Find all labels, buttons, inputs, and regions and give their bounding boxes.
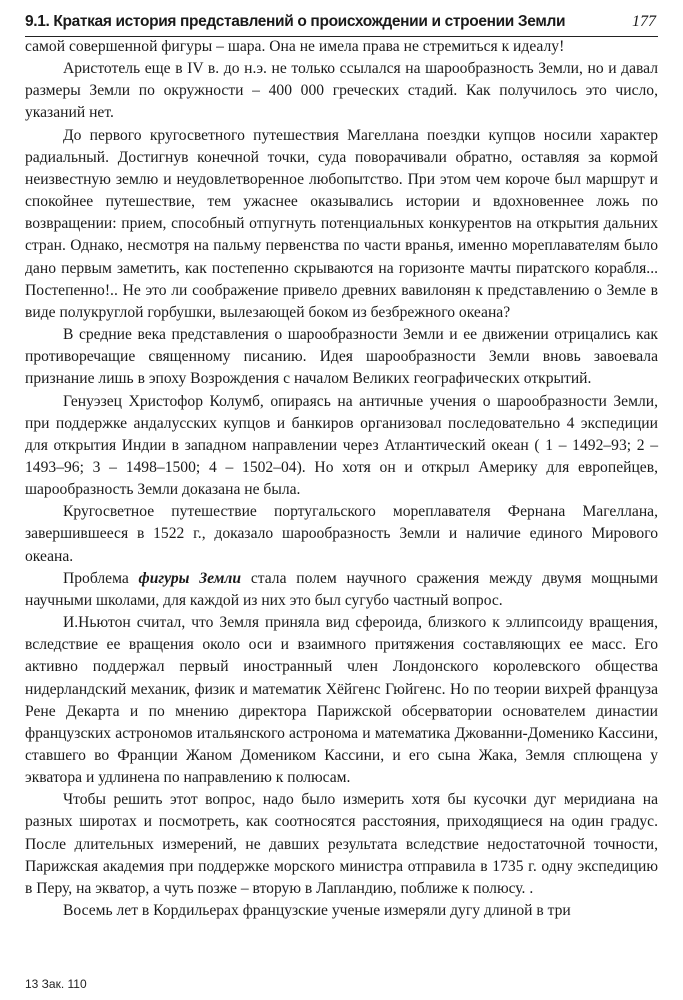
emphasized-term: фигуры Земли: [138, 569, 242, 587]
page-number: 177: [632, 13, 656, 30]
paragraph-meridian-expeditions: Чтобы решить этот вопрос, надо было измерить хотя бы кусочки дуг меридиана на разных широтах и посмотреть, как соотносятся расстояния, приходящиеся на один градус. После длительных измерений, не давших результата вследствие недостаточной точности, Парижская академия при поддержке морского министра отправила в 1735 г. одну экспедицию в Перу, на экватор, а чуть позже – вторую в Лапландию, поближе к полюсу. .: [25, 791, 658, 897]
paragraph-text: Проблема: [63, 569, 139, 587]
paragraph-cordilleras: Восемь лет в Кордильерах французские ученые измеряли дугу длиной в три: [63, 902, 571, 920]
paragraph-text: стала полем научного сражения между двумя мощными научными школами, для каждой из них это был сугубо частный вопрос.: [25, 569, 658, 609]
paragraph-continuation: самой совершенной фигуры – шара. Она не имела права не стремиться к идеалу!: [25, 38, 565, 55]
paragraph-newton: И.Ньютон считал, что Земля приняла вид сфероида, близкого к эллипсоиду вращения, вследствие ее вращения около оси и взаимного притяжения составляющих ее масс. Его активно поддержал первый иностранный член Лондонского королевского общества нидерландский механик, физик и математик Хёйгенс Гюйгенс. Но по теории вихрей француза Рене Декарта и по мнению директора Парижской обсерватории основателем династии французских астрономов итальянского астронома и математика Джованни-Доменико Кассини, ставшего во Франции Жаном Домеником Кассини, и его сына Жака, Земля сплющена у экватора и удлинена по направлению к полюсам.: [25, 614, 658, 787]
paragraph-figure-of-earth: [25, 568, 658, 612]
signature-mark: 13 Зак. 110: [25, 977, 87, 991]
section-title: 9.1. Краткая история представлений о происхождении и строении Земли: [25, 13, 566, 30]
paragraph-magellan-voyage: Кругосветное путешествие португальского мореплавателя Фернана Магеллана, завершившееся в 1522 г., доказало шарообразность Земли и наличие единого Мирового океана.: [25, 503, 658, 565]
paragraph-aristotle: Аристотель еще в IV в. до н.э. не только ссылался на шарообразность Земли, но и давал размеры Земли по окружности – 400 000 греческих стадий. Как получилось это число, указаний нет.: [25, 60, 658, 122]
paragraph-columbus: Генуэзец Христофор Колумб, опираясь на античные учения о шарообразности Земли, при поддержке андалусских купцов и банкиров организовал последовательно 4 экспедиции для открытия Индии в западном направлении через Атлантический океан ( 1 – 1492–93; 2 – 1493–96; 3 – 1498–1500; 4 – 1502–04). Но хотя он и открыл Америку для европейцев, шарообразность Земли доказана не была.: [25, 392, 658, 499]
body-text: [25, 36, 658, 922]
paragraph-magellan-radial-trips: До первого кругосветного путешествия Магеллана поездки купцов носили характер радиальный. Достигнув конечной точки, суда поворачивали обратно, оставляя за кормой неизвестную землю и неудовлетворенное любопытство. При этом чем короче был маршрут и спокойнее путешествие, тем ужаснее оказывались истории и вдохновеннее ложь по возвращении: прием, способный отпугнуть потенциальных конкурентов на открытия дальних стран. Однако, несмотря на пальму первенства по части вранья, именно мореплавателям было дано первым заметить, как постепенно скрываются на горизонте мачты пиратского корабля... Постепенно!.. Не это ли соображение привело древних вавилонян к представлению о Земле в виде полукруглой горбушки, вылезающей боком из безбрежного океана?: [25, 126, 658, 321]
paragraph-middle-ages: В средние века представления о шарообразности Земли и ее движении отрицались как противоречащие священному писанию. Идея шарообразности Земли вновь завоевала признание лишь в эпоху Возрождения с началом Великих географических открытий.: [25, 326, 658, 388]
running-header: [25, 8, 658, 37]
